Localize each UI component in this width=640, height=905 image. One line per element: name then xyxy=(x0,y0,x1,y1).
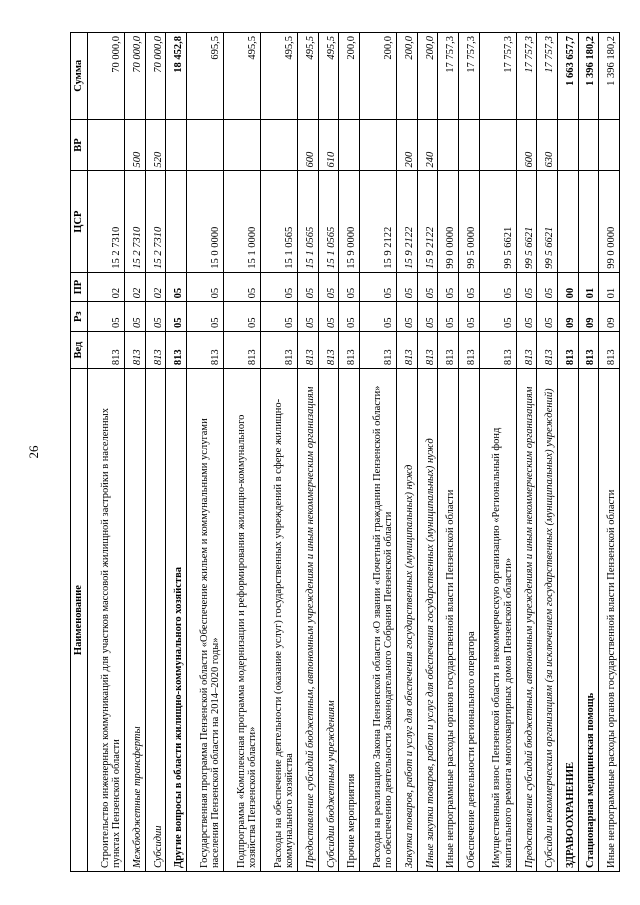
cell-name: Субсидии xyxy=(145,369,166,872)
cell-name: Расходы на реализацию Закона Пензенской области «О звании «Почетный гражданин Пензенской области» по обеспечению деятельности Законодательного Собрания Пензенской области xyxy=(360,369,397,872)
cell-vr xyxy=(166,119,187,171)
budget-table-container xyxy=(70,32,620,872)
cell-ved: 813 xyxy=(298,332,319,369)
cell-ved: 813 xyxy=(557,332,578,369)
cell-csr: 99 5 6621 xyxy=(516,171,537,272)
cell-ved: 813 xyxy=(224,332,261,369)
cell-name: Межбюджетные трансферты xyxy=(125,369,146,872)
cell-csr: 15 9 0000 xyxy=(339,171,360,272)
cell-csr xyxy=(578,171,599,272)
cell-sum: 17 757,3 xyxy=(516,33,537,120)
table-row xyxy=(417,33,438,872)
cell-sum: 18 452,8 xyxy=(166,33,187,120)
cell-pr: 05 xyxy=(298,272,319,302)
cell-ved: 813 xyxy=(578,332,599,369)
cell-rz: 05 xyxy=(537,302,558,332)
table-row xyxy=(224,33,261,872)
header-name: Наименование xyxy=(71,369,88,872)
cell-pr: 05 xyxy=(479,272,516,302)
table-row xyxy=(557,33,578,872)
page-number: 26 xyxy=(26,445,41,459)
cell-sum: 200,0 xyxy=(397,33,418,120)
cell-name: Субсидии бюджетным учреждениям xyxy=(318,369,339,872)
cell-name: Строительство инженерных коммуникаций для участков массовой жилищной застройки в населенных пунктах Пензенской области xyxy=(88,369,125,872)
cell-name: Государственная программа Пензенской области «Обеспечение жильем и коммунальными услугами населения Пензенской области на 2014–2020 годы» xyxy=(186,369,223,872)
cell-rz: 05 xyxy=(261,302,298,332)
cell-pr: 02 xyxy=(125,272,146,302)
cell-csr: 99 5 6621 xyxy=(479,171,516,272)
table-row xyxy=(578,33,599,872)
cell-vr xyxy=(224,119,261,171)
cell-sum: 17 757,3 xyxy=(458,33,479,120)
cell-csr: 99 5 6621 xyxy=(537,171,558,272)
header-csr: ЦСР xyxy=(71,171,88,272)
table-row xyxy=(397,33,418,872)
header-pr: ПР xyxy=(71,272,88,302)
cell-sum: 70 000,0 xyxy=(88,33,125,120)
table-row xyxy=(479,33,516,872)
cell-pr: 05 xyxy=(417,272,438,302)
cell-vr: 520 xyxy=(145,119,166,171)
cell-ved: 813 xyxy=(166,332,187,369)
cell-vr xyxy=(438,119,459,171)
cell-csr: 15 1 0565 xyxy=(261,171,298,272)
cell-sum: 17 757,3 xyxy=(438,33,459,120)
cell-sum: 200,0 xyxy=(417,33,438,120)
cell-vr xyxy=(599,119,620,171)
cell-ved: 813 xyxy=(516,332,537,369)
cell-ved: 813 xyxy=(360,332,397,369)
cell-csr: 15 2 7310 xyxy=(125,171,146,272)
cell-csr: 15 2 7310 xyxy=(145,171,166,272)
table-row xyxy=(125,33,146,872)
cell-csr: 99 0 0000 xyxy=(438,171,459,272)
cell-ved: 813 xyxy=(397,332,418,369)
cell-name: Иные непрограммные расходы органов государственной власти Пензенской области xyxy=(599,369,620,872)
cell-vr xyxy=(261,119,298,171)
cell-name: Предоставление субсидий бюджетным, автономным учреждениям и иным некоммерческим организациям xyxy=(298,369,319,872)
cell-csr: 99 5 0000 xyxy=(458,171,479,272)
cell-rz: 05 xyxy=(125,302,146,332)
cell-sum: 1 396 180,2 xyxy=(578,33,599,120)
cell-ved: 813 xyxy=(339,332,360,369)
table-row xyxy=(516,33,537,872)
cell-pr: 05 xyxy=(224,272,261,302)
cell-rz: 05 xyxy=(479,302,516,332)
cell-rz: 05 xyxy=(145,302,166,332)
cell-vr: 200 xyxy=(397,119,418,171)
cell-vr: 600 xyxy=(298,119,319,171)
cell-name: Иные непрограммные расходы органов государственной власти Пензенской области xyxy=(438,369,459,872)
cell-pr: 05 xyxy=(360,272,397,302)
cell-vr xyxy=(458,119,479,171)
cell-rz: 05 xyxy=(458,302,479,332)
cell-rz: 09 xyxy=(578,302,599,332)
cell-sum: 70 000,0 xyxy=(125,33,146,120)
cell-ved: 813 xyxy=(318,332,339,369)
cell-ved: 813 xyxy=(537,332,558,369)
cell-sum: 17 757,3 xyxy=(479,33,516,120)
cell-rz: 09 xyxy=(599,302,620,332)
cell-csr: 15 1 0565 xyxy=(298,171,319,272)
cell-sum: 495,5 xyxy=(318,33,339,120)
cell-name: Расходы на обеспечение деятельности (оказание услуг) государственных учреждений в сфере жилищно-коммунального хозяйства xyxy=(261,369,298,872)
cell-pr: 01 xyxy=(599,272,620,302)
cell-sum: 70 000,0 xyxy=(145,33,166,120)
cell-pr: 05 xyxy=(438,272,459,302)
cell-vr: 630 xyxy=(537,119,558,171)
table-row xyxy=(537,33,558,872)
cell-vr xyxy=(186,119,223,171)
header-sum: Сумма xyxy=(71,33,88,120)
cell-name: Предоставление субсидий бюджетным, автономным учреждениям и иным некоммерческим организациям xyxy=(516,369,537,872)
table-row xyxy=(339,33,360,872)
table-header-row xyxy=(71,33,88,872)
cell-ved: 813 xyxy=(458,332,479,369)
cell-sum: 495,5 xyxy=(298,33,319,120)
table-row xyxy=(438,33,459,872)
cell-name: Иные закупки товаров, работ и услуг для обеспечения государственных (муниципальных) нужд xyxy=(417,369,438,872)
table-row xyxy=(186,33,223,872)
cell-pr: 02 xyxy=(145,272,166,302)
cell-ved: 813 xyxy=(88,332,125,369)
cell-ved: 813 xyxy=(125,332,146,369)
cell-sum: 17 757,3 xyxy=(537,33,558,120)
header-vr: ВР xyxy=(71,119,88,171)
budget-table xyxy=(70,32,620,872)
cell-vr: 500 xyxy=(125,119,146,171)
cell-vr: 600 xyxy=(516,119,537,171)
cell-pr: 00 xyxy=(557,272,578,302)
cell-rz: 05 xyxy=(438,302,459,332)
cell-ved: 813 xyxy=(599,332,620,369)
cell-pr: 05 xyxy=(261,272,298,302)
cell-vr xyxy=(88,119,125,171)
table-row xyxy=(88,33,125,872)
cell-csr: 15 9 2122 xyxy=(360,171,397,272)
cell-ved: 813 xyxy=(261,332,298,369)
cell-sum: 495,5 xyxy=(261,33,298,120)
cell-csr xyxy=(557,171,578,272)
cell-csr: 15 9 2122 xyxy=(397,171,418,272)
cell-rz: 05 xyxy=(166,302,187,332)
cell-csr: 99 0 0000 xyxy=(599,171,620,272)
cell-ved: 813 xyxy=(186,332,223,369)
cell-sum: 1 396 180,2 xyxy=(599,33,620,120)
cell-vr xyxy=(479,119,516,171)
cell-rz: 05 xyxy=(397,302,418,332)
table-row xyxy=(145,33,166,872)
cell-sum: 200,0 xyxy=(360,33,397,120)
table-row xyxy=(599,33,620,872)
cell-rz: 05 xyxy=(417,302,438,332)
cell-rz: 05 xyxy=(224,302,261,332)
cell-name: Прочие мероприятия xyxy=(339,369,360,872)
header-rz: Рз xyxy=(71,302,88,332)
cell-csr: 15 1 0000 xyxy=(224,171,261,272)
cell-pr: 01 xyxy=(578,272,599,302)
cell-ved: 813 xyxy=(479,332,516,369)
cell-rz: 05 xyxy=(298,302,319,332)
cell-vr xyxy=(360,119,397,171)
table-row xyxy=(261,33,298,872)
cell-sum: 1 663 657,7 xyxy=(557,33,578,120)
cell-pr: 05 xyxy=(186,272,223,302)
cell-name: Подпрограмма «Комплексная программа модернизации и реформирования жилищно-коммунального хозяйства Пензенской области» xyxy=(224,369,261,872)
cell-sum: 495,5 xyxy=(224,33,261,120)
cell-ved: 813 xyxy=(417,332,438,369)
cell-ved: 813 xyxy=(438,332,459,369)
cell-rz: 05 xyxy=(360,302,397,332)
cell-rz: 05 xyxy=(186,302,223,332)
cell-name: Имущественный взнос Пензенской области в некоммерческую организацию «Региональный фонд капитального ремонта многоквартирных домов Пензенской области» xyxy=(479,369,516,872)
cell-pr: 05 xyxy=(537,272,558,302)
cell-csr: 15 2 7310 xyxy=(88,171,125,272)
cell-name: Субсидии некоммерческим организациям (за исключением государственных (муниципальных) учреждений) xyxy=(537,369,558,872)
cell-ved: 813 xyxy=(145,332,166,369)
cell-name: Другие вопросы в области жилищно-коммунального хозяйства xyxy=(166,369,187,872)
cell-pr: 05 xyxy=(339,272,360,302)
table-body xyxy=(88,33,620,872)
cell-pr: 05 xyxy=(397,272,418,302)
cell-name: Закупка товаров, работ и услуг для обеспечения государственных (муниципальных) нужд xyxy=(397,369,418,872)
cell-csr xyxy=(166,171,187,272)
cell-pr: 05 xyxy=(318,272,339,302)
cell-csr: 15 9 2122 xyxy=(417,171,438,272)
cell-vr: 240 xyxy=(417,119,438,171)
table-row xyxy=(318,33,339,872)
cell-vr xyxy=(578,119,599,171)
cell-pr: 05 xyxy=(166,272,187,302)
cell-name: Обеспечение деятельности регионального оператора xyxy=(458,369,479,872)
cell-sum: 695,5 xyxy=(186,33,223,120)
cell-vr xyxy=(339,119,360,171)
cell-pr: 05 xyxy=(458,272,479,302)
cell-vr xyxy=(557,119,578,171)
cell-rz: 05 xyxy=(516,302,537,332)
cell-name: Стационарная медицинская помощь xyxy=(578,369,599,872)
cell-rz: 05 xyxy=(318,302,339,332)
cell-csr: 15 0 0000 xyxy=(186,171,223,272)
cell-rz: 09 xyxy=(557,302,578,332)
cell-rz: 05 xyxy=(339,302,360,332)
cell-sum: 200,0 xyxy=(339,33,360,120)
cell-csr: 15 1 0565 xyxy=(318,171,339,272)
cell-pr: 02 xyxy=(88,272,125,302)
table-row xyxy=(166,33,187,872)
table-row xyxy=(360,33,397,872)
cell-rz: 05 xyxy=(88,302,125,332)
table-row xyxy=(298,33,319,872)
cell-name: ЗДРАВООХРАНЕНИЕ xyxy=(557,369,578,872)
header-ved: Вед xyxy=(71,332,88,369)
cell-pr: 05 xyxy=(516,272,537,302)
table-row xyxy=(458,33,479,872)
cell-vr: 610 xyxy=(318,119,339,171)
